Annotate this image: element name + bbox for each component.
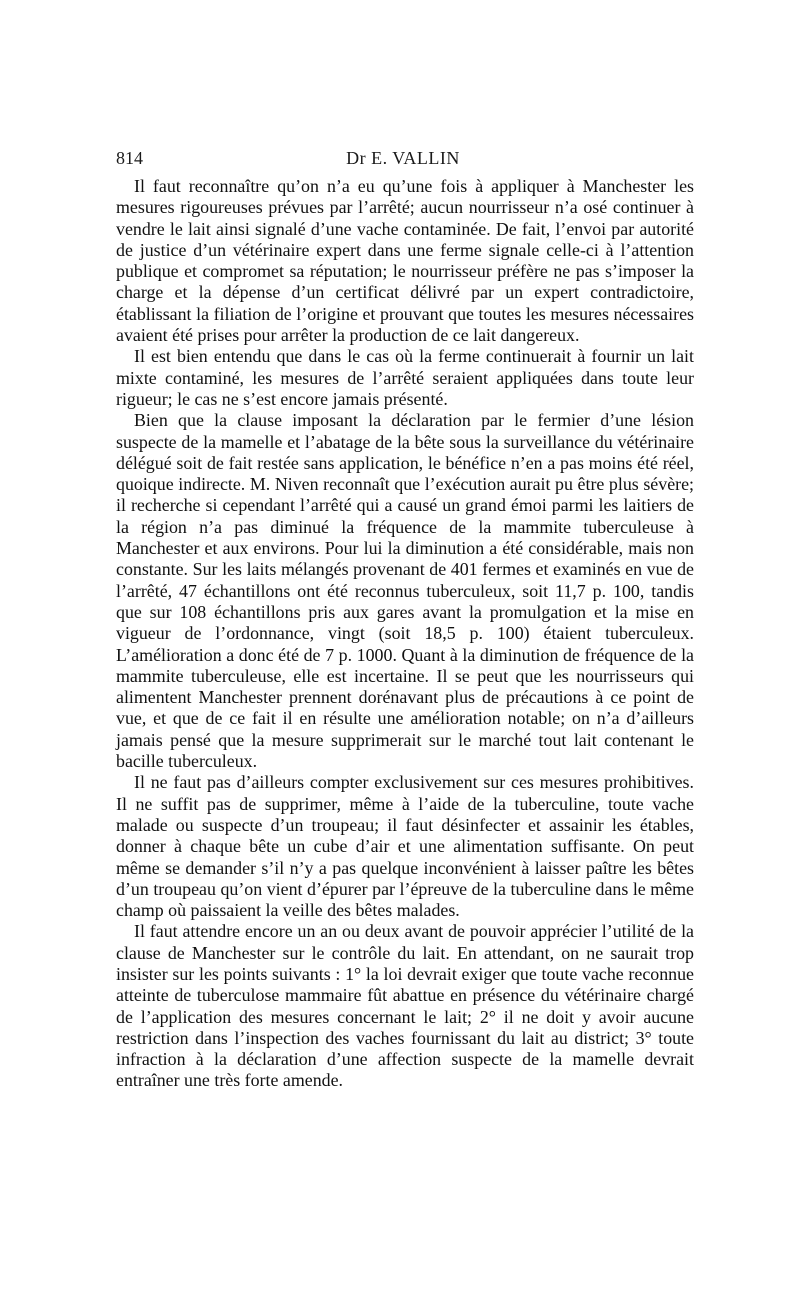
paragraph: Il est bien entendu que dans le cas où la ferme continuerait à fournir un lait mixte contaminé, les mesures de l’arrêté seraient appliquées dans toute leur rigueur; le cas ne s’est encore jamais présenté. (116, 346, 694, 409)
running-head: Dr E. VALLIN (346, 148, 460, 168)
paragraph: Il ne faut pas d’ailleurs compter exclusivement sur ces mesures prohibitives. Il ne suffit pas de supprimer, même à l’aide de la tuberculine, toute vache malade ou suspecte d’un troupeau; il faut désinfecter et assainir les étables, donner à chaque bête un cube d’air et une alimentation suffisante. On peut même se demander s’il n’y a pas quelque inconvénient à laisser paître les bêtes d’un troupeau qu’on vient d’épurer par l’épreuve de la tuberculine dans le même champ où paissaient la veille des bêtes malades. (116, 772, 694, 921)
paragraph: Bien que la clause imposant la déclaration par le fermier d’une lésion suspecte de la mamelle et l’abatage de la bête sous la surveillance du vétérinaire délégué soit de fait restée sans application, le bénéfice n’en a pas moins été réel, quoique indirecte. M. Niven reconnaît que l’exécution aurait pu être plus sévère; il recherche si cependant l’arrêté qui a causé un grand émoi parmi les laitiers de la région n’a pas diminué la fréquence de la mammite tuberculeuse à Manchester et aux environs. Pour lui la diminution a été considérable, mais non constante. Sur les laits mélangés provenant de 401 fermes et examinés en vue de l’arrêté, 47 échantillons ont été reconnus tuberculeux, soit 11,7 p. 100, tandis que sur 108 échantillons pris aux gares avant la promulgation et la mise en vigueur de l’ordonnance, vingt (soit 18,5 p. 100) étaient tuberculeux. L’amélioration a donc été de 7 p. 1000. Quant à la diminution de fréquence de la mammite tuberculeuse, elle est incertaine. Il se peut que les nourrisseurs qui alimentent Manchester prennent dorénavant plus de précautions à ce point de vue, et que de ce fait il en résulte une amélioration notable; on n’a d’ailleurs jamais pensé que la mesure supprimerait sur le marché tout lait contenant le bacille tuberculeux. (116, 410, 694, 772)
page-number: 814 (116, 148, 143, 168)
page-header (116, 148, 690, 172)
paragraph: Il faut reconnaître qu’on n’a eu qu’une fois à appliquer à Manchester les mesures rigoureuses prévues par l’arrêté; aucun nourrisseur n’a osé continuer à vendre le lait ainsi signalé d’une vache contaminée. De fait, l’envoi par autorité de justice d’un vétérinaire expert dans une ferme signale celle-ci à l’attention publique et compromet sa réputation; le nourrisseur préfère ne pas s’imposer la charge et la dépense d’un certificat délivré par un expert contradictoire, établissant la filiation de l’origine et prouvant que toutes les mesures nécessaires avaient été prises pour arrêter la production de ce lait dangereux. (116, 176, 694, 346)
body-text (116, 176, 694, 1092)
paragraph: Il faut attendre encore un an ou deux avant de pouvoir apprécier l’utilité de la clause de Manchester sur le contrôle du lait. En attendant, on ne saurait trop insister sur les points suivants : 1° la loi devrait exiger que toute vache reconnue atteinte de tuberculose mammaire fût abattue en présence du vétérinaire chargé de l’application des mesures concernant le lait; 2° il ne doit y avoir aucune restriction dans l’inspection des vaches fournissant du lait au district; 3° toute infraction à la déclaration d’une affection suspecte de la mamelle devrait entraîner une très forte amende. (116, 921, 694, 1091)
